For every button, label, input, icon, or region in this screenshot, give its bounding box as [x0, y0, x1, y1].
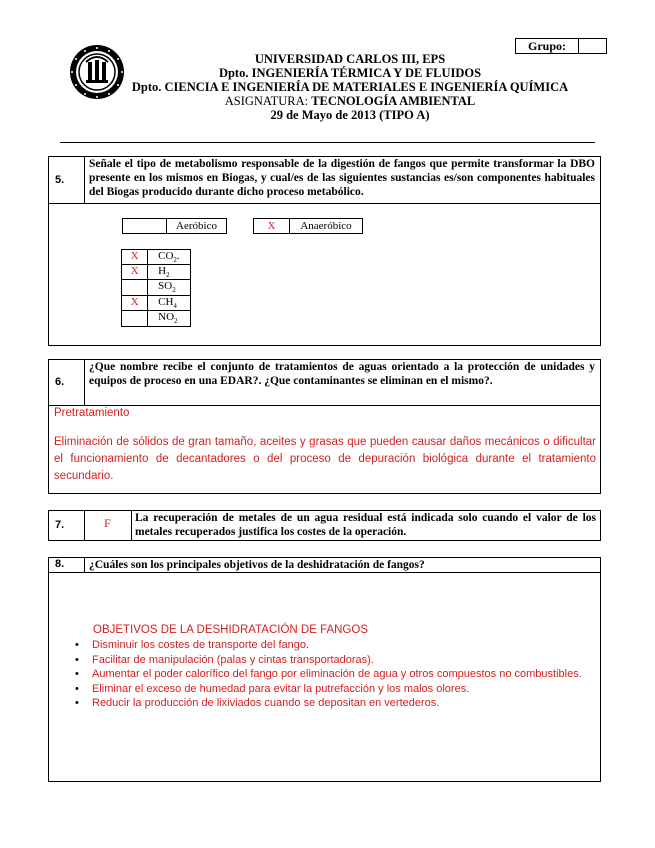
list-item: • Facilitar de manipulación (palas y cintas transportadoras).	[70, 653, 595, 668]
substance-ch4-mark[interactable]: X	[121, 296, 148, 312]
question-8-number: 8.	[55, 558, 65, 570]
substance-row-so2	[121, 280, 191, 296]
exam-header	[60, 52, 640, 122]
question-5-divider	[84, 156, 85, 204]
question-6-text: ¿Que nombre recibe el conjunto de tratamientos de aguas orientado a la protección de unidades y equipos de proceso en una EDAR?. ¿Que contaminantes se eliminan en el mismo?.	[89, 361, 595, 387]
question-5-text: Señale el tipo de metabolismo responsable de la digestión de fangos que permite transformar la DBO presente en los mismos en Biogas, y cual/es de las siguientes sustancias es/son componentes habituales del Biogas producido durante dicho proceso metabólico.	[89, 158, 595, 198]
question-7-text: La recuperación de metales de un agua residual está indicada solo cuando el valor de los metales recuperados justifica los costes de la operación.	[135, 512, 596, 538]
objectives-list	[70, 638, 595, 711]
question-7-divider-b	[131, 510, 132, 541]
question-6-answer-body: Eliminación de sólidos de gran tamaño, aceites y grasas que pueden causar daños mecánicos o dificultar el funcionamiento de decantadores o del proceso de depuración biológica durante el tratamiento secundario.	[54, 436, 596, 482]
question-6-answer-title: Pretratamiento	[54, 407, 130, 419]
substance-so2-label: $SO_2$	[148, 280, 191, 296]
department-2: Dpto. CIENCIA E INGENIERÍA DE MATERIALES E INGENIERÍA QUÍMICA	[131, 80, 569, 94]
substance-no2-mark[interactable]	[121, 311, 148, 327]
question-8-divider	[84, 557, 85, 573]
substance-co2-label: $CO_2$.	[148, 249, 191, 265]
header-divider	[60, 142, 595, 143]
option-aerobic-mark[interactable]	[122, 218, 167, 234]
substance-no2-label: $NO_2$	[148, 311, 191, 327]
substance-ch4-label: $CH_4$	[148, 296, 191, 312]
option-aerobic-label: Aeróbico	[166, 218, 227, 234]
substance-row-ch4	[121, 296, 191, 312]
question-7-answer[interactable]: F	[104, 516, 111, 530]
question-6-number: 6.	[55, 376, 65, 388]
substance-row-h2	[121, 265, 191, 281]
question-7-number: 7.	[55, 519, 65, 531]
list-item: • Reducir la producción de lixiviados cuando se depositan en vertederos.	[70, 696, 595, 711]
subject-name: TECNOLOGÍA AMBIENTAL	[311, 94, 476, 108]
substance-row-no2	[121, 311, 191, 327]
question-5-number: 5.	[55, 174, 65, 186]
exam-date: 29 de Mayo de 2013 (TIPO A)	[270, 108, 430, 122]
subject-label: ASIGNATURA:	[224, 94, 309, 108]
subject-line	[60, 94, 640, 108]
list-item: • Disminuir los costes de transporte del fango.	[70, 638, 595, 653]
option-anaerobic-label: Anaeróbico	[289, 218, 363, 234]
substance-h2-mark[interactable]: X	[121, 265, 148, 281]
question-8-answer-title: OBJETIVOS DE LA DESHIDRATACIÓN DE FANGOS	[93, 624, 368, 636]
group-label: Grupo:	[516, 39, 579, 53]
list-item: • Eliminar el exceso de humedad para evitar la putrefacción y los malos olores.	[70, 682, 595, 697]
group-field[interactable]	[579, 39, 606, 53]
list-item: • Aumentar el poder calorífico del fango por eliminación de agua y otros compuestos no combustibles.	[70, 667, 595, 682]
substance-row-co2	[121, 249, 191, 265]
option-anaerobic-mark[interactable]: X	[253, 218, 290, 234]
question-6-divider	[84, 359, 85, 406]
substances-table	[121, 249, 191, 327]
substance-h2-label: $H_2$	[148, 265, 191, 281]
question-8-text: ¿Cuáles son los principales objetivos de la deshidratación de fangos?	[89, 559, 425, 571]
university-name: UNIVERSIDAD CARLOS III, EPS	[254, 52, 446, 66]
department-1: Dpto. INGENIERÍA TÉRMICA Y DE FLUIDOS	[218, 66, 482, 80]
substance-so2-mark[interactable]	[121, 280, 148, 296]
substance-co2-mark[interactable]: X	[121, 249, 148, 265]
